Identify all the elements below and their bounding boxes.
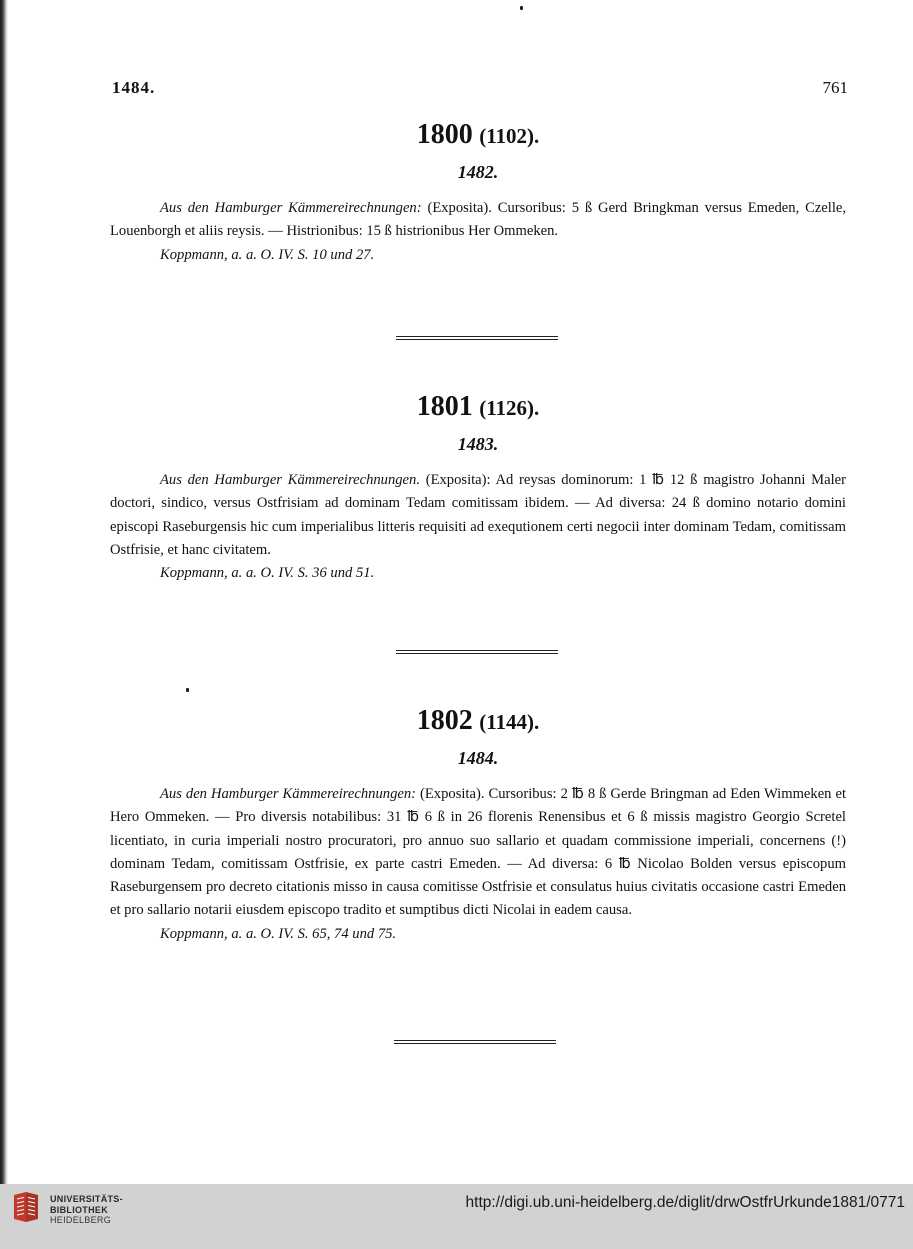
viewer-footer-bar bbox=[0, 1184, 913, 1249]
old-document-number: (1144). bbox=[479, 710, 540, 734]
document-entry bbox=[110, 392, 846, 585]
section-divider bbox=[396, 336, 558, 340]
university-library-logo-icon bbox=[12, 1191, 40, 1225]
document-number: 1802 bbox=[416, 705, 473, 736]
old-document-number: (1126). bbox=[479, 396, 540, 420]
scan-speck bbox=[186, 688, 189, 692]
section-divider bbox=[396, 650, 558, 654]
document-body-text: (Exposita): Ad reysas dominorum: 1 ℔ 12 ß magistro Johanni Maler doctori, sindico, versus Ostfrisiam ad dominam Tedam comitissam ibidem. — Ad diversa: 24 ß domino notario domini episcopi Raseburgensis hic cum imperialibus litteris requisiti ad exequtionem certi negocii inter dominam Tedam, comitissam Ostfrisie, et hanc civitatem. bbox=[110, 472, 846, 558]
literature-reference: Koppmann, a. a. O. IV. S. 65, 74 und 75. bbox=[160, 925, 397, 942]
document-number-heading bbox=[110, 392, 846, 423]
document-body-text: (Exposita). Cursoribus: 5 ß Gerd Bringkman versus Emeden, Czelle, Louenborgh et aliis reysis. — Histrionibus: 15 ß histrionibus Her Ommeken. bbox=[110, 200, 847, 240]
library-name bbox=[50, 1194, 123, 1226]
document-date: 1483. bbox=[457, 434, 499, 454]
document-entry bbox=[110, 706, 846, 946]
running-header bbox=[112, 78, 848, 100]
section-divider bbox=[394, 1040, 556, 1044]
source-citation: Aus den Hamburger Kämmereirechnungen: bbox=[160, 786, 417, 802]
document-text bbox=[110, 783, 846, 923]
document-body-text: (Exposita). Cursoribus: 2 ℔ 8 ß Gerde Bringman ad Eden Wimmeken et Hero Ommeken. — Pro diversis notabilibus: 31 ℔ 6 ß in 26 florenis Renensibus et 6 ß missis magistro Georgio Scretel licentiato, in curia imperiali nostro procuratori, pro annuo suo sallario et quadam commissione imperiali, concernens (!) dominam Tedam, comitissam Ostfrisie, ex parte castri Emeden. — Ad diversa: 6 ℔ Nicolao Bolden versus episcopum Raseburgensem pro decreto citationis misso in causa comitisse Ostfrisie et consulatus huius civitatis occasione castri Emeden et pro sallario notarii eiusdem episcopo tradito et sumptibus dicti Nicolai in eadem causa. bbox=[110, 786, 846, 919]
document-number: 1801 bbox=[416, 391, 473, 422]
source-citation: Aus den Hamburger Kämmereirechnungen: bbox=[160, 200, 422, 216]
document-number: 1800 bbox=[416, 119, 473, 150]
literature-reference: Koppmann, a. a. O. IV. S. 10 und 27. bbox=[160, 246, 375, 263]
library-name-line: HEIDELBERG bbox=[50, 1215, 112, 1225]
document-date: 1484. bbox=[457, 748, 499, 768]
document-text bbox=[110, 469, 846, 562]
document-number-heading bbox=[110, 120, 846, 151]
document-entry bbox=[110, 120, 846, 267]
scan-page-edge bbox=[0, 0, 8, 1184]
literature-reference: Koppmann, a. a. O. IV. S. 36 und 51. bbox=[160, 565, 375, 582]
library-name-line: UNIVERSITÄTS- bbox=[50, 1194, 123, 1204]
old-document-number: (1102). bbox=[479, 124, 540, 148]
document-date: 1482. bbox=[457, 162, 499, 182]
source-citation: Aus den Hamburger Kämmereirechnungen. bbox=[160, 472, 420, 488]
library-name-line: BIBLIOTHEK bbox=[50, 1204, 108, 1215]
running-header-year: 1484. bbox=[112, 78, 156, 97]
permalink-url[interactable]: http://digi.ub.uni-heidelberg.de/diglit/drwOstfrUrkunde1881/0771 bbox=[465, 1194, 905, 1211]
scan-speck bbox=[520, 6, 523, 10]
document-text bbox=[110, 197, 846, 244]
document-number-heading bbox=[110, 706, 846, 737]
page-number: 761 bbox=[822, 78, 848, 97]
